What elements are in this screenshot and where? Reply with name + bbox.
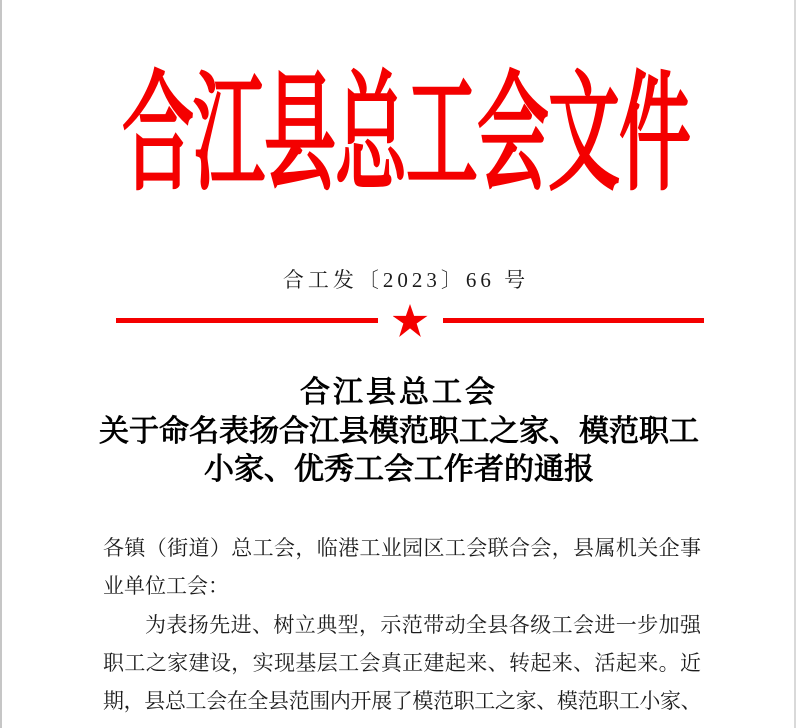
- masthead-title: 合江县总工会文件: [121, 63, 690, 207]
- divider-line-right: [443, 318, 705, 323]
- body-text: [103, 529, 701, 720]
- paragraph-line: 期，县总工会在全县范围内开展了模范职工之家、模范职工小家、: [103, 689, 701, 714]
- title-line: 小家、优秀工会工作者的通报: [204, 453, 594, 486]
- paragraph-line: 职工之家建设，实现基层工会真正建起来、转起来、活起来。近: [103, 650, 701, 675]
- salutation-line: 业单位工会：: [103, 574, 229, 599]
- title-line: 关于命名表扬合江县模范职工之家、模范职工: [99, 414, 699, 448]
- star-icon: [393, 304, 428, 337]
- document-number: 合工发〔2023〕66 号: [282, 268, 530, 292]
- divider-line-left: [116, 318, 378, 323]
- page-edge-left: [0, 0, 2, 728]
- paragraph-line: 为表扬先进、树立典型，示范带动全县各级工会进一步加强: [145, 612, 701, 637]
- title-line: 合江县总工会: [300, 376, 498, 409]
- salutation-line: 各镇（街道）总工会，临港工业园区工会联合会，县属机关企事: [103, 536, 701, 560]
- document-title: [99, 374, 699, 490]
- red-divider: [116, 304, 704, 337]
